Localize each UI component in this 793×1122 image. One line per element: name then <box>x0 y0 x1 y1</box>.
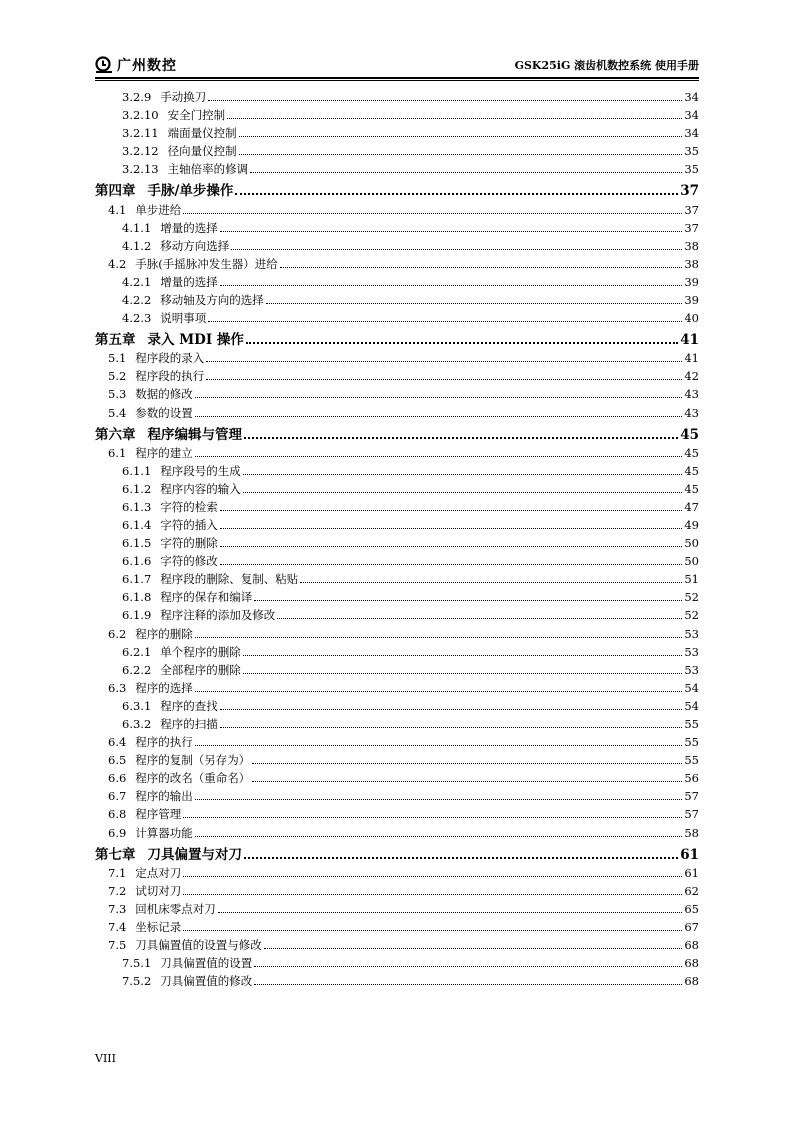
toc-leader-dots <box>252 762 682 764</box>
toc-entry[interactable] <box>95 104 699 122</box>
toc-entry-page: 50 <box>684 554 699 569</box>
toc-leader-dots <box>243 672 683 674</box>
toc-entry-number: 第六章 <box>95 426 136 443</box>
toc-entry[interactable] <box>95 253 699 271</box>
toc-entry[interactable] <box>95 659 699 677</box>
toc-entry-number: 3.2.10 <box>122 108 159 123</box>
toc-entry-number: 7.2 <box>108 883 127 898</box>
toc-entry-title: 手脉(手摇脉冲发生器）进给 <box>135 256 278 271</box>
toc-entry[interactable] <box>95 803 699 821</box>
toc-entry-title: 录入 MDI 操作 <box>147 332 244 349</box>
toc-entry-number: 5.1 <box>108 351 127 366</box>
header-rule-thin <box>95 80 699 81</box>
toc-leader-dots <box>195 798 683 800</box>
toc-leader-dots <box>208 99 682 101</box>
toc-entry-title: 程序的输出 <box>135 789 193 804</box>
toc-leader-dots <box>220 509 683 511</box>
toc-entry-page: 43 <box>684 387 699 402</box>
toc-entry-page: 58 <box>684 825 699 840</box>
toc-entry-title: 刀具偏置值的修改 <box>160 974 253 989</box>
toc-entry[interactable] <box>95 821 699 839</box>
gsk-logo <box>95 54 177 76</box>
toc-entry-number: 6.3.1 <box>122 698 152 713</box>
toc-entry[interactable] <box>95 749 699 767</box>
toc-entry-page: 45 <box>684 463 699 478</box>
toc-leader-dots <box>244 436 678 439</box>
toc-entry-title: 程序的保存和编译 <box>160 590 253 605</box>
toc-leader-dots <box>183 929 682 931</box>
toc-leader-dots <box>195 636 683 638</box>
toc-leader-dots <box>206 378 682 380</box>
toc-entry-page: 52 <box>684 590 699 605</box>
toc-entry-title: 手动换刀 <box>160 90 207 105</box>
toc-leader-dots <box>220 726 683 728</box>
toc-entry[interactable] <box>95 713 699 731</box>
toc-leader-dots <box>220 708 683 710</box>
toc-entry-title: 手脉/单步操作 <box>147 183 234 200</box>
toc-entry-number: 6.4 <box>108 735 127 750</box>
toc-entry-number: 7.5 <box>108 938 127 953</box>
toc-entry-number: 6.1.1 <box>122 463 152 478</box>
header-rule <box>95 77 699 79</box>
toc-leader-dots <box>183 875 682 877</box>
toc-entry-title: 程序段的删除、复制、粘贴 <box>160 572 299 587</box>
toc-entry-title: 字符的检索 <box>160 499 218 514</box>
toc-entry-page: 37 <box>680 183 699 200</box>
table-of-contents <box>95 86 699 988</box>
toc-entry-page: 41 <box>684 351 699 366</box>
toc-entry-page: 45 <box>684 445 699 460</box>
toc-leader-dots <box>195 744 683 746</box>
toc-entry-title: 程序的改名（重命名） <box>135 771 251 786</box>
toc-entry-number: 6.6 <box>108 771 127 786</box>
toc-leader-dots <box>208 320 682 322</box>
toc-entry-title: 移动方向选择 <box>160 238 230 253</box>
toc-entry-page: 34 <box>684 126 699 141</box>
toc-entry-page: 53 <box>684 662 699 677</box>
toc-entry-page: 39 <box>684 293 699 308</box>
toc-entry-number: 6.8 <box>108 807 127 822</box>
toc-leader-dots <box>239 135 683 137</box>
toc-leader-dots <box>220 545 683 547</box>
toc-chapter-entry[interactable] <box>95 178 699 199</box>
toc-entry-page: 57 <box>684 807 699 822</box>
toc-entry-number: 4.1.2 <box>122 238 152 253</box>
toc-entry[interactable] <box>95 898 699 916</box>
toc-entry[interactable] <box>95 383 699 401</box>
toc-entry-number: 6.1.7 <box>122 572 152 587</box>
toc-entry-number: 3.2.11 <box>122 126 159 141</box>
toc-entry[interactable] <box>95 442 699 460</box>
toc-entry-page: 55 <box>684 735 699 750</box>
toc-entry[interactable] <box>95 401 699 419</box>
toc-entry-title: 程序的选择 <box>135 680 193 695</box>
toc-entry-number: 4.1.1 <box>122 220 152 235</box>
toc-entry[interactable] <box>95 514 699 532</box>
toc-entry-title: 刀具偏置与对刀 <box>147 846 242 863</box>
toc-leader-dots <box>254 983 682 985</box>
toc-entry[interactable] <box>95 271 699 289</box>
toc-entry-page: 42 <box>684 369 699 384</box>
toc-entry-title: 计算器功能 <box>135 825 193 840</box>
toc-leader-dots <box>195 455 683 457</box>
toc-entry[interactable] <box>95 862 699 880</box>
toc-entry-title: 字符的插入 <box>160 517 218 532</box>
toc-entry-number: 6.2.2 <box>122 662 152 677</box>
toc-entry-page: 41 <box>680 332 699 349</box>
toc-leader-dots <box>250 171 682 173</box>
toc-entry-title: 全部程序的删除 <box>160 662 241 677</box>
toc-entry-number: 6.3.2 <box>122 717 152 731</box>
toc-entry-title: 程序段的执行 <box>135 369 205 384</box>
toc-entry-title: 字符的修改 <box>160 554 218 569</box>
toc-entry-page: 38 <box>684 238 699 253</box>
toc-entry[interactable] <box>95 586 699 604</box>
toc-entry-number: 第四章 <box>95 183 136 200</box>
toc-leader-dots <box>183 893 682 895</box>
toc-entry-page: 54 <box>684 680 699 695</box>
toc-entry-title: 程序的建立 <box>135 445 193 460</box>
toc-entry-page: 38 <box>684 256 699 271</box>
toc-leader-dots <box>277 617 682 619</box>
toc-leader-dots <box>239 153 683 155</box>
toc-entry-page: 45 <box>684 481 699 496</box>
toc-leader-dots <box>206 360 682 362</box>
toc-entry-title: 主轴倍率的修调 <box>167 162 249 177</box>
toc-entry[interactable] <box>95 140 699 158</box>
toc-entry[interactable] <box>95 532 699 550</box>
document-title: GSK25iG 滚齿机数控系统 使用手册 <box>514 59 699 72</box>
toc-leader-dots <box>243 491 683 493</box>
toc-entry-number: 6.2 <box>108 626 127 641</box>
toc-entry-page: 55 <box>684 717 699 731</box>
toc-entry-title: 程序段号的生成 <box>160 463 241 478</box>
toc-entry[interactable] <box>95 307 699 325</box>
toc-entry-page: 37 <box>684 202 699 217</box>
toc-leader-dots <box>220 563 683 565</box>
toc-entry-page: 61 <box>684 865 699 880</box>
toc-entry-number: 3.2.12 <box>122 144 159 159</box>
toc-entry-number: 3.2.13 <box>122 162 159 177</box>
toc-entry-number: 5.4 <box>108 405 127 420</box>
toc-entry-number: 6.1.3 <box>122 499 152 514</box>
toc-entry-page: 54 <box>684 698 699 713</box>
toc-entry-page: 45 <box>680 426 699 443</box>
toc-leader-dots <box>264 947 683 949</box>
toc-leader-dots <box>243 654 683 656</box>
toc-entry-page: 68 <box>684 938 699 953</box>
toc-leader-dots <box>231 248 682 250</box>
logo-text: 广州数控 <box>117 58 177 74</box>
toc-leader-dots <box>235 192 678 195</box>
toc-entry[interactable] <box>95 622 699 640</box>
page-number: VIII <box>95 1052 116 1065</box>
toc-leader-dots <box>183 212 682 214</box>
toc-leader-dots <box>220 230 683 232</box>
toc-entry-title: 径向量仪控制 <box>167 144 237 159</box>
toc-entry[interactable] <box>95 604 699 622</box>
toc-chapter-entry[interactable] <box>95 421 699 442</box>
toc-entry-number: 6.5 <box>108 753 127 768</box>
toc-entry-number: 6.1.6 <box>122 554 152 569</box>
toc-entry-number: 7.4 <box>108 919 127 934</box>
toc-entry-number: 7.3 <box>108 901 127 916</box>
toc-entry-page: 40 <box>684 311 699 326</box>
toc-leader-dots <box>183 816 682 818</box>
toc-leader-dots <box>220 284 683 286</box>
toc-entry[interactable] <box>95 158 699 176</box>
toc-entry-title: 程序的扫描 <box>160 717 218 731</box>
toc-entry[interactable] <box>95 970 699 988</box>
toc-entry[interactable] <box>95 677 699 695</box>
toc-entry[interactable] <box>95 880 699 898</box>
toc-entry-title: 程序内容的输入 <box>160 481 241 496</box>
toc-entry-page: 52 <box>684 608 699 623</box>
toc-entry[interactable] <box>95 767 699 785</box>
toc-entry-title: 安全门控制 <box>167 108 226 123</box>
toc-entry-page: 34 <box>684 90 699 105</box>
toc-entry-number: 4.1 <box>108 202 127 217</box>
toc-entry-number: 6.1.5 <box>122 536 152 551</box>
toc-entry-page: 49 <box>684 517 699 532</box>
toc-leader-dots <box>280 266 683 268</box>
toc-entry-title: 单步进给 <box>135 202 182 217</box>
toc-entry-number: 6.1.2 <box>122 481 152 496</box>
toc-entry-title: 刀具偏置值的设置 <box>160 956 253 971</box>
toc-entry[interactable] <box>95 641 699 659</box>
toc-entry-title: 参数的设置 <box>135 405 193 420</box>
toc-entry[interactable] <box>95 934 699 952</box>
toc-leader-dots <box>254 599 682 601</box>
toc-entry-title: 字符的删除 <box>160 536 218 551</box>
toc-leader-dots <box>244 856 678 859</box>
toc-entry-number: 7.5.2 <box>122 974 152 989</box>
toc-entry-page: 47 <box>684 499 699 514</box>
toc-entry-number: 6.3 <box>108 680 127 695</box>
toc-entry-page: 68 <box>684 956 699 971</box>
toc-entry-title: 坐标记录 <box>135 919 182 934</box>
toc-entry-number: 7.5.1 <box>122 956 152 971</box>
toc-entry[interactable] <box>95 198 699 216</box>
toc-entry-title: 定点对刀 <box>135 865 182 880</box>
toc-leader-dots <box>195 835 683 837</box>
toc-entry[interactable] <box>95 460 699 478</box>
toc-entry-number: 4.2 <box>108 256 127 271</box>
toc-entry-page: 55 <box>684 753 699 768</box>
toc-leader-dots <box>195 396 683 398</box>
toc-entry-title: 程序编辑与管理 <box>147 426 242 443</box>
toc-entry-page: 39 <box>684 274 699 289</box>
toc-entry-number: 4.2.2 <box>122 293 152 308</box>
toc-entry[interactable] <box>95 289 699 307</box>
toc-entry-number: 5.3 <box>108 387 127 402</box>
toc-entry-title: 回机床零点对刀 <box>135 901 216 916</box>
toc-entry-number: 第五章 <box>95 332 136 349</box>
toc-entry-title: 程序的执行 <box>135 735 193 750</box>
toc-leader-dots <box>218 911 683 913</box>
toc-entry-page: 65 <box>684 901 699 916</box>
toc-entry-title: 试切对刀 <box>135 883 182 898</box>
toc-entry-title: 移动轴及方向的选择 <box>160 293 264 308</box>
toc-entry-number: 6.1 <box>108 445 127 460</box>
toc-entry[interactable] <box>95 217 699 235</box>
toc-leader-dots <box>243 473 683 475</box>
toc-entry-title: 数据的修改 <box>135 387 193 402</box>
toc-chapter-entry[interactable] <box>95 841 699 862</box>
toc-entry[interactable] <box>95 365 699 383</box>
toc-entry-number: 5.2 <box>108 369 127 384</box>
toc-entry-page: 50 <box>684 536 699 551</box>
toc-entry[interactable] <box>95 496 699 514</box>
toc-entry-title: 单个程序的删除 <box>160 644 241 659</box>
toc-entry-number: 4.2.3 <box>122 311 152 326</box>
toc-entry[interactable] <box>95 731 699 749</box>
toc-entry[interactable] <box>95 785 699 803</box>
toc-entry[interactable] <box>95 478 699 496</box>
toc-entry-title: 程序的删除 <box>135 626 193 641</box>
toc-leader-dots <box>254 965 682 967</box>
toc-entry-title: 刀具偏置值的设置与修改 <box>135 938 262 953</box>
toc-leader-dots <box>220 527 683 529</box>
toc-entry-title: 说明事项 <box>160 311 207 326</box>
toc-entry[interactable] <box>95 695 699 713</box>
toc-entry-title: 程序注释的添加及修改 <box>160 608 276 623</box>
toc-entry-page: 67 <box>684 919 699 934</box>
toc-entry-number: 第七章 <box>95 846 136 863</box>
toc-entry-number: 7.1 <box>108 865 127 880</box>
toc-entry-page: 68 <box>684 974 699 989</box>
toc-entry-title: 端面量仪控制 <box>167 126 237 141</box>
toc-entry[interactable] <box>95 347 699 365</box>
toc-entry[interactable] <box>95 235 699 253</box>
gsk-logo-icon <box>95 56 115 74</box>
toc-entry-number: 3.2.9 <box>122 90 152 105</box>
toc-entry[interactable] <box>95 122 699 140</box>
toc-entry-number: 6.2.1 <box>122 644 152 659</box>
toc-entry-title: 程序的查找 <box>160 698 218 713</box>
toc-entry-number: 6.9 <box>108 825 127 840</box>
toc-entry-number: 6.1.9 <box>122 608 152 623</box>
toc-leader-dots <box>266 302 683 304</box>
toc-entry-number: 6.7 <box>108 789 127 804</box>
toc-leader-dots <box>227 117 682 119</box>
toc-entry-page: 61 <box>680 846 699 863</box>
toc-entry[interactable] <box>95 568 699 586</box>
toc-entry-title: 增量的选择 <box>160 274 218 289</box>
toc-entry-page: 57 <box>684 789 699 804</box>
toc-entry-number: 6.1.8 <box>122 590 152 605</box>
toc-entry[interactable] <box>95 952 699 970</box>
toc-entry-page: 35 <box>684 144 699 159</box>
toc-leader-dots <box>252 780 682 782</box>
toc-entry-page: 56 <box>684 771 699 786</box>
toc-leader-dots <box>195 690 683 692</box>
toc-entry-page: 62 <box>684 883 699 898</box>
toc-entry-page: 53 <box>684 626 699 641</box>
toc-entry-page: 53 <box>684 644 699 659</box>
toc-entry-title: 程序的复制（另存为） <box>135 753 251 768</box>
toc-entry-page: 34 <box>684 108 699 123</box>
toc-entry-page: 35 <box>684 162 699 177</box>
toc-entry[interactable] <box>95 86 699 104</box>
toc-leader-dots <box>246 341 678 344</box>
page-header <box>95 54 699 76</box>
toc-entry[interactable] <box>95 916 699 934</box>
toc-entry-number: 6.1.4 <box>122 517 152 532</box>
toc-entry[interactable] <box>95 550 699 568</box>
toc-leader-dots <box>195 415 683 417</box>
toc-entry-title: 程序管理 <box>135 807 182 822</box>
toc-entry-title: 程序段的录入 <box>135 351 205 366</box>
toc-entry-number: 4.2.1 <box>122 274 152 289</box>
toc-entry-page: 37 <box>684 220 699 235</box>
toc-entry-page: 51 <box>684 572 699 587</box>
toc-entry-page: 43 <box>684 405 699 420</box>
toc-leader-dots <box>300 581 682 583</box>
toc-entry-title: 增量的选择 <box>160 220 218 235</box>
toc-chapter-entry[interactable] <box>95 327 699 348</box>
